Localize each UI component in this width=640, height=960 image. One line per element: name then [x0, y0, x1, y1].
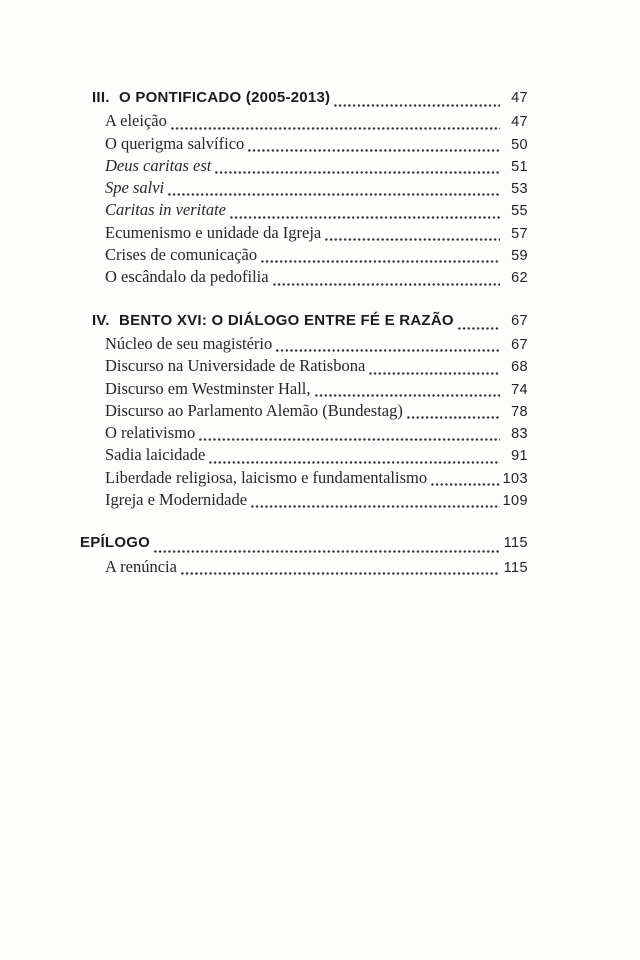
item-title: Deus caritas est: [105, 155, 212, 175]
item-page-number: 59: [511, 248, 528, 265]
item-title: Discurso na Universidade de Ratisbona: [105, 356, 366, 376]
item-title: A renúncia: [105, 556, 177, 576]
item-page-number: 115: [503, 559, 528, 576]
toc-item-row: [80, 200, 528, 222]
item-page-number: 55: [511, 203, 528, 220]
toc-item-row: [80, 356, 528, 378]
section-page-number: 67: [511, 312, 528, 329]
item-page-number: 103: [502, 470, 528, 487]
item-page-number: 67: [511, 336, 528, 353]
dot-leader: [154, 550, 500, 553]
item-page-number: 83: [511, 426, 528, 443]
toc-item-row: [80, 334, 528, 356]
dot-leader: [261, 260, 500, 263]
item-title: O querigma salvífico: [105, 133, 245, 153]
toc-item-row: [80, 223, 528, 245]
section-numeral: III.: [92, 89, 110, 106]
toc-item-row: [80, 178, 528, 200]
dot-leader: [325, 238, 500, 241]
item-title: Spe salvi: [105, 178, 165, 198]
section-heading-row: [80, 312, 528, 334]
item-page-number: 50: [511, 136, 528, 153]
toc-section: [80, 89, 528, 290]
item-title: Discurso ao Parlamento Alemão (Bundestag): [105, 400, 403, 420]
toc-item-row: [80, 134, 528, 156]
dot-leader: [171, 127, 500, 130]
toc-item-row: [80, 490, 528, 512]
section-page-number: 115: [503, 535, 528, 552]
toc-item-row: [80, 445, 528, 467]
toc-item-row: [80, 423, 528, 445]
toc-section: [80, 534, 528, 579]
item-title: Liberdade religiosa, laicismo e fundamentalismo: [105, 467, 428, 487]
table-of-contents: [80, 89, 528, 579]
section-heading-row: [80, 89, 528, 111]
item-title: Caritas in veritate: [105, 200, 226, 220]
item-title: Núcleo de seu magistério: [105, 333, 273, 353]
item-title: Discurso em Westminster Hall,: [105, 378, 311, 398]
dot-leader: [248, 149, 500, 152]
dot-leader: [209, 461, 500, 464]
section-title: BENTO XVI: O DIÁLOGO ENTRE FÉ E RAZÃO: [119, 311, 454, 329]
item-page-number: 78: [511, 403, 528, 420]
item-title: Igreja e Modernidade: [105, 490, 248, 510]
dot-leader: [276, 349, 500, 352]
dot-leader: [168, 193, 500, 196]
dot-leader: [407, 416, 500, 419]
dot-leader: [251, 505, 500, 508]
item-page-number: 57: [511, 225, 528, 242]
dot-leader: [181, 572, 500, 575]
dot-leader: [230, 216, 500, 219]
dot-leader: [215, 171, 500, 174]
item-page-number: 68: [511, 359, 528, 376]
dot-leader: [273, 283, 500, 286]
section-page-number: 47: [511, 90, 528, 106]
item-title: A eleição: [105, 111, 167, 131]
item-page-number: 47: [511, 114, 528, 131]
toc-item-row: [80, 267, 528, 289]
toc-item-row: [80, 111, 528, 133]
toc-section: [80, 312, 528, 513]
dot-leader: [458, 327, 500, 330]
item-page-number: 62: [511, 270, 528, 287]
toc-item-row: [80, 379, 528, 401]
item-page-number: 74: [511, 381, 528, 398]
dot-leader: [199, 438, 500, 441]
item-page-number: 109: [502, 493, 528, 510]
item-page-number: 51: [511, 158, 528, 175]
toc-item-row: [80, 156, 528, 178]
item-page-number: 53: [511, 181, 528, 198]
item-page-number: 91: [511, 448, 528, 465]
item-title: O escândalo da pedofilia: [105, 267, 269, 287]
toc-item-row: [80, 468, 528, 490]
item-title: Crises de comunicação: [105, 245, 258, 265]
section-title: EPÍLOGO: [80, 534, 151, 552]
item-title: Ecumenismo e unidade da Igreja: [105, 222, 322, 242]
dot-leader: [369, 372, 500, 375]
dot-leader: [431, 483, 500, 486]
dot-leader: [315, 394, 500, 397]
item-title: Sadia laicidade: [105, 445, 206, 465]
section-heading-row: [80, 534, 528, 556]
toc-item-row: [80, 557, 528, 579]
item-title: O relativismo: [105, 423, 196, 443]
toc-item-row: [80, 245, 528, 267]
toc-item-row: [80, 401, 528, 423]
section-numeral: IV.: [92, 311, 110, 329]
dot-leader: [334, 104, 500, 107]
section-title: O PONTIFICADO (2005-2013): [119, 89, 331, 106]
